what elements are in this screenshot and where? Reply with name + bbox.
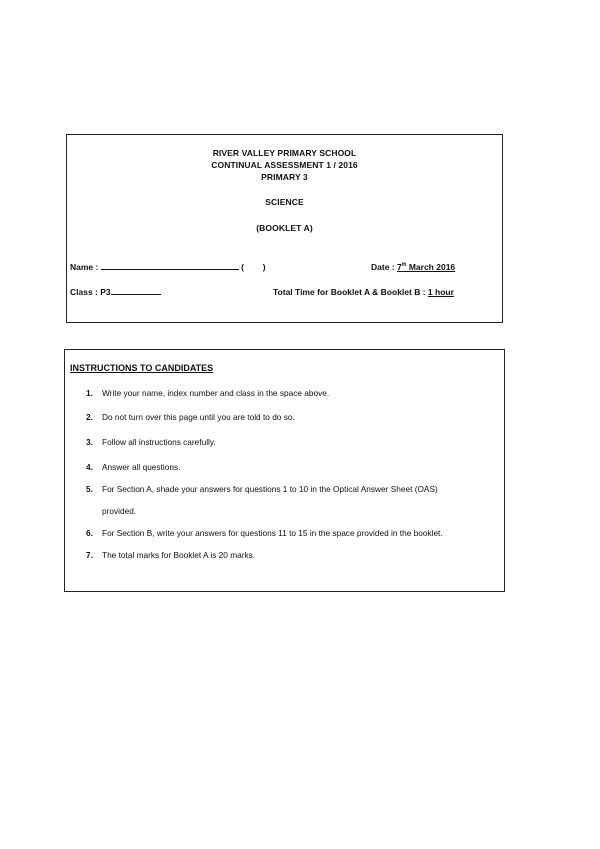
instruction-item: 6. For Section B, write your answers for questions 11 to 15 in the space provided in the booklet. xyxy=(86,528,443,538)
instructions-title: INSTRUCTIONS TO CANDIDATES xyxy=(70,363,214,373)
instructions-box xyxy=(64,349,505,592)
date-label: Date : xyxy=(371,262,395,272)
time-label: Total Time for Booklet A & Booklet B : xyxy=(273,287,426,297)
total-time xyxy=(273,287,454,297)
level-title: PRIMARY 3 xyxy=(261,172,308,182)
assessment-title: CONTINUAL ASSESSMENT 1 / 2016 xyxy=(211,160,358,170)
date-value: 7th March 2016 xyxy=(397,262,456,272)
index-open: ( xyxy=(241,262,244,272)
instruction-item: 1. Write your name, index number and class in the space above. xyxy=(86,388,330,398)
class-blank[interactable] xyxy=(111,294,161,295)
name-label: Name : xyxy=(70,262,99,272)
instruction-item: 2. Do not turn over this page until you are told to do so. xyxy=(86,412,295,422)
instruction-continuation: provided. xyxy=(102,506,137,516)
instruction-item: 3. Follow all instructions carefully. xyxy=(86,437,216,447)
date-field xyxy=(371,262,455,272)
name-blank[interactable] xyxy=(101,269,239,270)
cover-header-box xyxy=(66,134,503,323)
index-close: ) xyxy=(262,262,266,272)
instruction-item: 4. Answer all questions. xyxy=(86,462,181,472)
class-label: Class : P3 xyxy=(70,287,111,297)
class-field[interactable] xyxy=(70,287,161,297)
subject-title: SCIENCE xyxy=(265,197,304,207)
instruction-item: 5. For Section A, shade your answers for questions 1 to 10 in the Optical Answer Sheet (OAS) xyxy=(86,484,438,494)
booklet-title: (BOOKLET A) xyxy=(256,223,313,233)
instruction-item: 7. The total marks for Booklet A is 20 marks. xyxy=(86,550,256,560)
school-name: RIVER VALLEY PRIMARY SCHOOL xyxy=(212,148,357,158)
name-field[interactable] xyxy=(70,262,266,272)
time-value: 1 hour xyxy=(427,287,454,297)
